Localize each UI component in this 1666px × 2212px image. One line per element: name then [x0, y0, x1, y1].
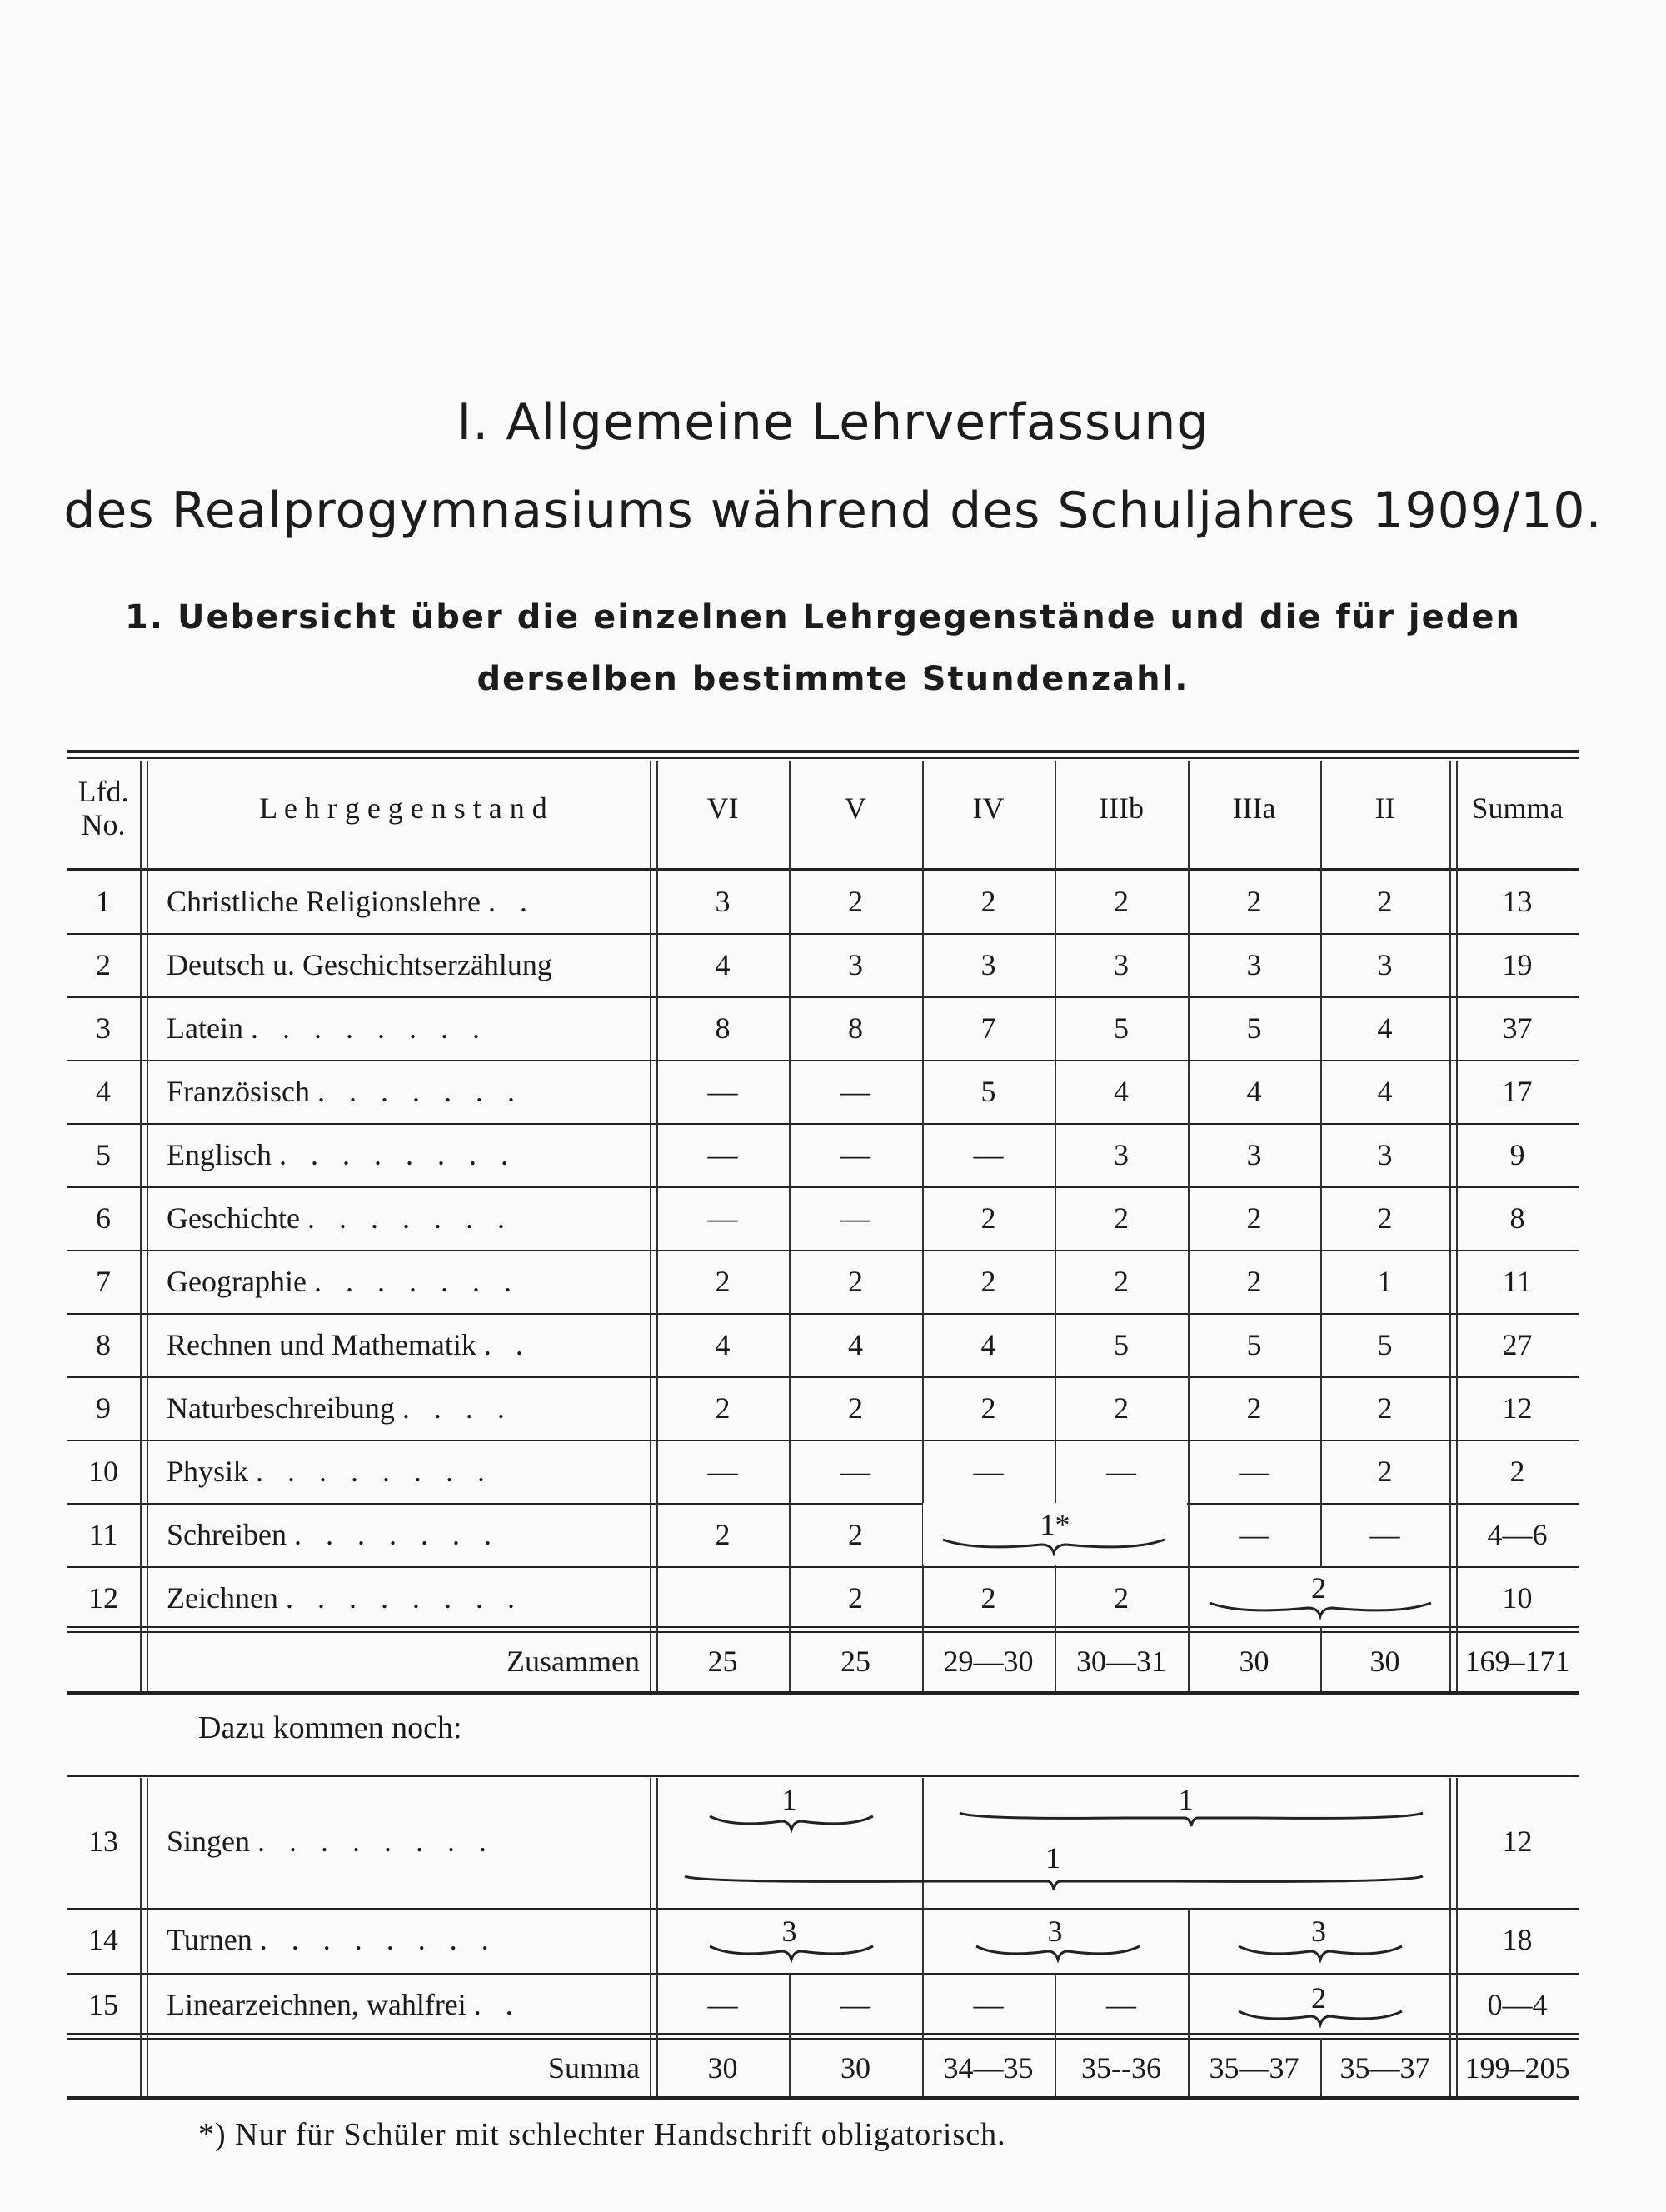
header-class-iiia: IIIa	[1232, 791, 1276, 825]
cell: 4	[715, 1328, 731, 1361]
row-no: 13	[88, 1825, 118, 1858]
title-line-2: des Realprogymnasiums während des Schuljahres 1909/10.	[63, 482, 1603, 540]
rule	[67, 996, 1579, 998]
cell: 2	[980, 1391, 996, 1425]
row-subject: Physik . . . . . . . .	[167, 1455, 494, 1488]
row-subject: Geschichte . . . . . . .	[167, 1201, 513, 1235]
cell: 2	[848, 1518, 863, 1551]
subtitle-line-1: 1. Uebersicht über die einzelnen Lehrgegenstände und die für jeden	[125, 598, 1521, 637]
cell: 3	[848, 948, 863, 981]
summa-label: Summa	[547, 2051, 640, 2085]
cell: 3	[1377, 948, 1393, 981]
cell: 29—30	[943, 1645, 1034, 1678]
header-class-ii: II	[1374, 791, 1395, 825]
cell: 3	[1114, 1138, 1129, 1171]
cell: 2	[1246, 1265, 1262, 1298]
singen-all: 1	[1045, 1841, 1060, 1875]
summa-sum: 199–205	[1464, 2051, 1570, 2085]
subtitle-line-2: derselben bestimmte Stundenzahl.	[476, 660, 1190, 698]
rule	[67, 1123, 1579, 1125]
vline	[140, 761, 142, 1691]
rule-header	[67, 868, 1579, 871]
header-class-iiib: IIIb	[1099, 791, 1144, 825]
header-summa: Summa	[1471, 791, 1564, 825]
row-sum: 0—4	[1487, 1988, 1548, 2021]
footnote: *) Nur für Schüler mit schlechter Handschrift obligatorisch.	[198, 2117, 1006, 2152]
row-sum: 37	[1502, 1011, 1533, 1045]
cell: 2	[715, 1391, 731, 1425]
cell: 25	[707, 1645, 738, 1678]
vline	[1449, 1778, 1451, 2096]
cell: 2	[1114, 885, 1129, 918]
rule	[67, 1250, 1579, 1251]
cell: 2	[1246, 1201, 1262, 1235]
cell: 5	[1114, 1011, 1129, 1045]
row-no: 1	[96, 885, 111, 918]
zusammen-label: Zusammen	[506, 1645, 640, 1678]
brace-singen-vi-v	[708, 1813, 875, 1833]
rule	[67, 1313, 1579, 1315]
cell: —	[707, 1075, 738, 1108]
brace-linear-iiia-ii	[1237, 2008, 1404, 2028]
cell: 2	[848, 1581, 863, 1615]
row-sum: 8	[1509, 1201, 1525, 1235]
header-class-vi: VI	[706, 791, 739, 825]
cell: 7	[980, 1011, 996, 1045]
cell: 4	[1377, 1075, 1393, 1108]
rule	[67, 1186, 1579, 1188]
cell: 35--36	[1081, 2051, 1161, 2085]
cell: 4	[1114, 1075, 1129, 1108]
cell: 2	[1114, 1265, 1129, 1298]
row-subject: Zeichnen . . . . . . . .	[167, 1581, 523, 1615]
row-subject: Geographie . . . . . . .	[167, 1265, 520, 1298]
vline	[1449, 761, 1451, 1691]
cell: 2	[1246, 1391, 1262, 1425]
vline	[140, 1778, 142, 2096]
rule-before-summa-2	[67, 2038, 1579, 2040]
rule	[67, 1060, 1579, 1061]
rule-top-thin	[67, 757, 1579, 759]
cell: 3	[1114, 948, 1129, 981]
cell: 3	[980, 948, 996, 981]
cell: —	[1369, 1518, 1400, 1551]
cell: 2	[980, 1265, 996, 1298]
row-no: 6	[96, 1201, 111, 1235]
row-no: 5	[96, 1138, 111, 1171]
cell: —	[1239, 1518, 1269, 1551]
singen-iv-ii: 1	[1178, 1783, 1194, 1816]
turnen-iv-iiib: 3	[1047, 1915, 1063, 1948]
row-subject: Turnen . . . . . . . .	[167, 1923, 497, 1956]
cell: 8	[848, 1011, 863, 1045]
rule-extra-top	[67, 1775, 1579, 1777]
rule-after-zusammen	[67, 1691, 1579, 1695]
cell: 2	[980, 1201, 996, 1235]
row-no: 14	[88, 1923, 118, 1956]
rule	[67, 1376, 1579, 1378]
cell: 2	[848, 885, 863, 918]
cell: 30—31	[1076, 1645, 1166, 1678]
cell: 8	[715, 1011, 731, 1045]
turnen-iiia-ii: 3	[1311, 1915, 1326, 1948]
header-lfd: Lfd.	[77, 775, 129, 808]
cell: 2	[980, 1581, 996, 1615]
cell: —	[840, 1201, 870, 1235]
row-no: 3	[96, 1011, 111, 1045]
header-no: No.	[81, 808, 126, 841]
rule	[67, 1908, 1579, 1910]
cell: —	[707, 1138, 738, 1171]
row-sum: 19	[1502, 948, 1533, 981]
cell: 2	[1377, 1455, 1393, 1488]
row-sum: 18	[1502, 1923, 1533, 1956]
cell: 4	[980, 1328, 996, 1361]
vline	[147, 1778, 148, 2096]
merged-cell-iv-iiib: 1*	[1040, 1508, 1070, 1541]
row-no: 8	[96, 1328, 111, 1361]
dazu-kommen-noch: Dazu kommen noch:	[198, 1710, 462, 1745]
brace-iv-iiib	[941, 1536, 1166, 1556]
cell: —	[1239, 1455, 1269, 1488]
row-no: 7	[96, 1265, 111, 1298]
cell: 30	[1369, 1645, 1400, 1678]
row-sum: 12	[1502, 1825, 1533, 1858]
cell: 3	[1246, 1138, 1262, 1171]
linear-iiia-ii: 2	[1311, 1981, 1326, 2015]
cell: 2	[1114, 1201, 1129, 1235]
cell: 3	[1377, 1138, 1393, 1171]
row-sum: 13	[1502, 885, 1533, 918]
row-subject: Schreiben . . . . . . .	[167, 1518, 500, 1551]
cell: 2	[848, 1391, 863, 1425]
cell: 30	[840, 2051, 870, 2085]
cell: 5	[1246, 1328, 1262, 1361]
rule-before-summa	[67, 2033, 1579, 2035]
cell: —	[707, 1988, 738, 2021]
cell: 2	[715, 1518, 731, 1551]
cell: 2	[1377, 1201, 1393, 1235]
rule-before-zusammen-2	[67, 1631, 1579, 1633]
title-line-1: I. Allgemeine Lehrverfassung	[456, 393, 1210, 452]
row-sum: 10	[1502, 1581, 1533, 1615]
row-no: 4	[96, 1075, 111, 1108]
brace-turnen-iiia-ii	[1237, 1943, 1404, 1963]
cell: 2	[1114, 1391, 1129, 1425]
cell: —	[707, 1455, 738, 1488]
cell: —	[840, 1988, 870, 2021]
cell: 5	[1246, 1011, 1262, 1045]
row-subject: Französisch . . . . . . .	[167, 1075, 523, 1108]
row-no: 12	[88, 1581, 118, 1615]
header-class-iv: IV	[972, 791, 1005, 825]
cell: —	[973, 1138, 1004, 1171]
rule	[67, 933, 1579, 935]
cell: 1	[1377, 1265, 1393, 1298]
row-subject: Latein . . . . . . . .	[167, 1011, 488, 1045]
row-subject: Christliche Religionslehre . .	[167, 885, 536, 918]
row-subject: Linearzeichnen, wahlfrei . .	[167, 1988, 521, 2021]
brace-singen-all	[683, 1873, 1424, 1893]
row-subject: Naturbeschreibung . . . .	[167, 1391, 513, 1425]
rule-bottom	[67, 2096, 1579, 2100]
cell: 5	[1114, 1328, 1129, 1361]
row-sum: 2	[1509, 1455, 1525, 1488]
brace-turnen-iv-iiib	[975, 1943, 1141, 1963]
row-subject: Rechnen und Mathematik . .	[167, 1328, 531, 1361]
lesson-table	[67, 750, 1579, 2116]
cell: 30	[707, 2051, 738, 2085]
rule-top	[67, 750, 1579, 753]
brace-singen-iv-ii	[958, 1810, 1424, 1830]
vline	[147, 761, 148, 1691]
cell: 3	[1246, 948, 1262, 981]
cell: 2	[1377, 1391, 1393, 1425]
row-sum: 9	[1509, 1138, 1525, 1171]
cell: 2	[715, 1265, 731, 1298]
zusammen-sum: 169–171	[1464, 1645, 1570, 1678]
rule	[67, 1440, 1579, 1441]
cell: 2	[848, 1265, 863, 1298]
row-no: 2	[96, 948, 111, 981]
cell: 2	[1246, 885, 1262, 918]
row-no: 9	[96, 1391, 111, 1425]
row-sum: 27	[1502, 1328, 1533, 1361]
row-no: 11	[88, 1518, 118, 1551]
cell: 35—37	[1339, 2051, 1430, 2085]
cell: —	[840, 1455, 870, 1488]
cell: 5	[1377, 1328, 1393, 1361]
row-sum: 11	[1503, 1265, 1532, 1298]
brace-iiia-ii	[1208, 1600, 1433, 1620]
row-sum: 12	[1502, 1391, 1533, 1425]
cell: —	[840, 1075, 870, 1108]
cell: 4	[1377, 1011, 1393, 1045]
row-subject: Singen . . . . . . . .	[167, 1825, 496, 1858]
cell: —	[840, 1138, 870, 1171]
rule	[67, 1973, 1579, 1975]
cell: 30	[1239, 1645, 1269, 1678]
merged-cell-iiia-ii: 2	[1311, 1571, 1326, 1605]
cell: 2	[1377, 885, 1393, 918]
row-subject: Deutsch u. Geschichtserzählung	[167, 948, 552, 981]
row-no: 15	[88, 1988, 118, 2021]
row-sum: 17	[1502, 1075, 1533, 1108]
cell: 25	[840, 1645, 870, 1678]
singen-vi-v: 1	[781, 1783, 797, 1816]
cell: 35—37	[1209, 2051, 1299, 2085]
brace-turnen-vi-v	[708, 1943, 875, 1963]
cell: 3	[715, 885, 731, 918]
row-sum: 4—6	[1487, 1518, 1548, 1551]
turnen-vi-v: 3	[781, 1915, 797, 1948]
cell: —	[707, 1201, 738, 1235]
cell: 5	[980, 1075, 996, 1108]
row-subject: Englisch . . . . . . . .	[167, 1138, 516, 1171]
cell: 4	[715, 948, 731, 981]
cell: —	[1106, 1455, 1136, 1488]
rule	[67, 1503, 1579, 1505]
cell: 2	[1114, 1581, 1129, 1615]
cell: 34—35	[943, 2051, 1034, 2085]
row-no: 10	[88, 1455, 118, 1488]
cell: —	[973, 1455, 1004, 1488]
cell: 4	[1246, 1075, 1262, 1108]
header-class-v: V	[845, 791, 866, 825]
rule-before-zusammen	[67, 1626, 1579, 1628]
cell: 2	[980, 885, 996, 918]
cell: —	[1106, 1988, 1136, 2021]
cell: —	[973, 1988, 1004, 2021]
header-subject: L e h r g e g e n s t a n d	[259, 791, 547, 825]
cell: 4	[848, 1328, 863, 1361]
